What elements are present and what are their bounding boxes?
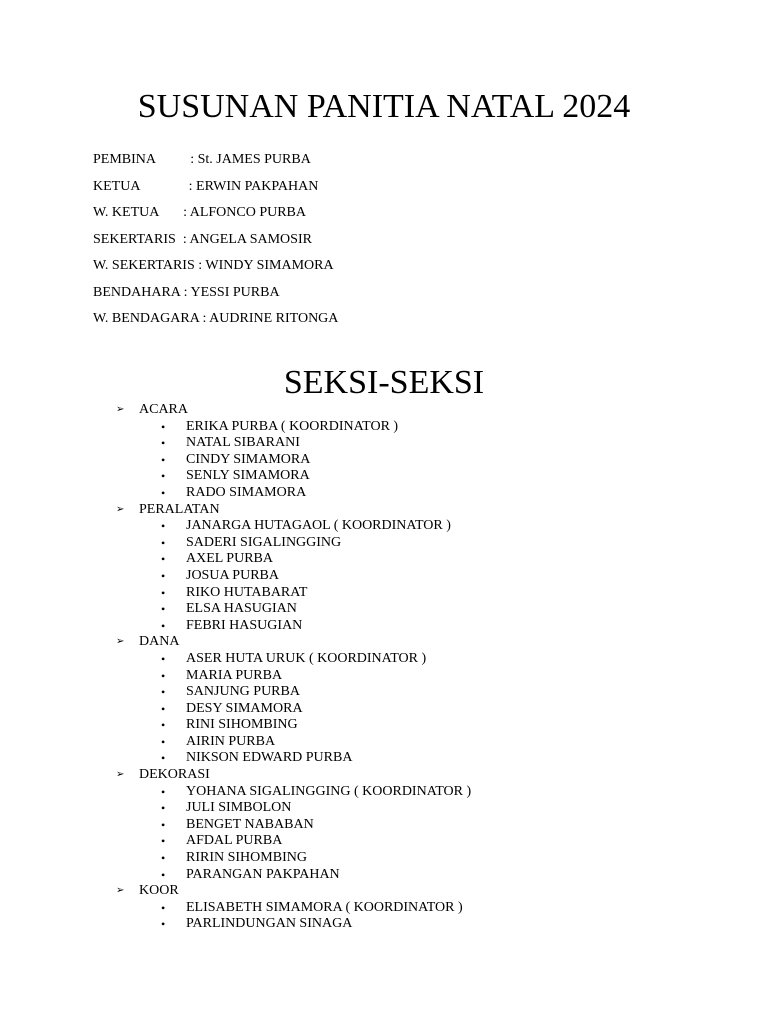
member-name: RADO SIMAMORA (186, 484, 307, 500)
bullet-icon: • (161, 751, 166, 766)
member-name: RINI SIHOMBING (186, 717, 298, 733)
member-name: JANARGA HUTAGAOL ( KOORDINATOR ) (186, 518, 451, 534)
member-name: YOHANA SIGALINGGING ( KOORDINATOR ) (186, 783, 472, 799)
bullet-icon: • (161, 452, 166, 467)
member-name: JULI SIMBOLON (186, 800, 292, 816)
member-name: RIRIN SIHOMBING (186, 850, 307, 866)
bullet-icon: • (161, 734, 166, 749)
member-name: PARLINDUNGAN SINAGA (186, 916, 353, 932)
section-name: KOOR (139, 883, 179, 899)
bullet-icon: • (161, 585, 166, 600)
member-name: SENLY SIMAMORA (186, 468, 310, 484)
arrow-bullet-icon: ➢ (116, 404, 125, 415)
bullet-icon: • (161, 867, 166, 882)
member-name: NATAL SIBARANI (186, 435, 300, 451)
member-name: BENGET NABABAN (186, 816, 314, 832)
pengurus-row: KETUA : ERWIN PAKPAHAN (93, 178, 319, 194)
member-name: NIKSON EDWARD PURBA (186, 750, 353, 766)
member-name: CINDY SIMAMORA (186, 451, 311, 467)
bullet-icon: • (161, 469, 166, 484)
bullet-icon: • (161, 900, 166, 915)
member-name: SANJUNG PURBA (186, 684, 300, 700)
bullet-icon: • (161, 784, 166, 799)
bullet-icon: • (161, 618, 166, 633)
bullet-icon: • (161, 485, 166, 500)
bullet-icon: • (161, 568, 166, 583)
pengurus-list (93, 150, 338, 336)
member-name: DESY SIMAMORA (186, 700, 303, 716)
member-name: ELISABETH SIMAMORA ( KOORDINATOR ) (186, 899, 463, 915)
bullet-icon: • (161, 519, 166, 534)
member-name: ASER HUTA URUK ( KOORDINATOR ) (186, 650, 427, 666)
pengurus-row: SEKERTARIS : ANGELA SAMOSIR (93, 231, 312, 247)
member-name: RIKO HUTABARAT (186, 584, 308, 600)
bullet-icon: • (161, 436, 166, 451)
pengurus-row: W. BENDAGARA : AUDRINE RITONGA (93, 311, 339, 326)
bullet-icon: • (161, 419, 166, 434)
bullet-icon: • (161, 917, 166, 932)
member-name: SADERI SIGALINGGING (186, 534, 342, 550)
pengurus-row: BENDAHARA : YESSI PURBA (93, 284, 280, 300)
arrow-bullet-icon: ➢ (116, 885, 125, 897)
member-name: ELSA HASUGIAN (186, 601, 297, 617)
document-title: SUSUNAN PANITIA NATAL 2024 (137, 88, 631, 125)
bullet-icon: • (161, 668, 166, 683)
pengurus-row: W. SEKERTARIS : WINDY SIMAMORA (93, 258, 334, 273)
section-name: ACARA (139, 402, 189, 417)
section-name: DEKORASI (139, 767, 210, 783)
pengurus-row: W. KETUA : ALFONCO PURBA (93, 205, 307, 220)
bullet-icon: • (161, 701, 166, 716)
section-name: PERALATAN (139, 501, 220, 517)
bullet-icon: • (161, 535, 166, 550)
member-name: AXEL PURBA (186, 551, 273, 567)
bullet-icon: • (161, 552, 166, 567)
member-name: JOSUA PURBA (186, 567, 279, 583)
bullet-icon: • (161, 801, 166, 816)
arrow-bullet-icon: ➢ (116, 636, 125, 648)
bullet-icon: • (161, 602, 166, 617)
bullet-icon: • (161, 834, 166, 849)
pengurus-row: PEMBINA : St. JAMES PURBA (93, 152, 311, 167)
bullet-icon: • (161, 817, 166, 832)
bullet-icon: • (161, 685, 166, 700)
bullet-icon: • (161, 651, 166, 666)
arrow-bullet-icon: ➢ (116, 503, 125, 515)
bullet-icon: • (161, 718, 166, 733)
arrow-bullet-icon: ➢ (116, 769, 125, 781)
bullet-icon: • (161, 851, 166, 866)
member-name: MARIA PURBA (186, 667, 283, 683)
section-heading: SEKSI-SEKSI (283, 364, 485, 401)
member-name: FEBRI HASUGIAN (186, 617, 303, 633)
member-name: AIRIN PURBA (186, 733, 276, 749)
member-name: PARANGAN PAKPAHAN (186, 866, 340, 882)
member-name: AFDAL PURBA (186, 833, 283, 849)
section-name: DANA (139, 634, 180, 650)
member-name: ERIKA PURBA ( KOORDINATOR ) (186, 418, 399, 434)
